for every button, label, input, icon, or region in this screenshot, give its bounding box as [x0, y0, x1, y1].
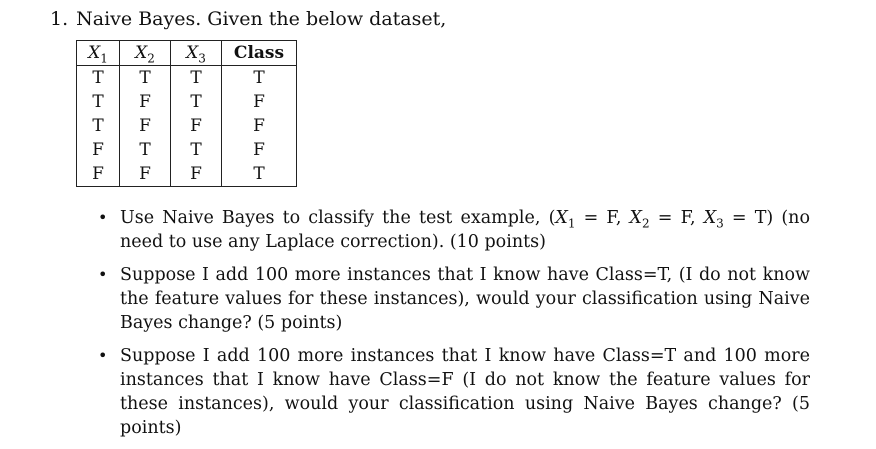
question-number: 1.	[50, 8, 69, 30]
table-cell: F	[171, 114, 222, 138]
list-item: • Suppose I add 100 more instances that I know have Class=T and 100 more instances that I know have Class=F (I do not know the feature values for these instances), would your classification using Naive Bayes change? (5 points)	[98, 346, 810, 438]
header-x2: $X_2$	[120, 41, 171, 66]
bullet-icon: •	[98, 346, 108, 365]
table-cell: T	[171, 138, 222, 162]
test-example: $X_1 = F$, $X_2 = F$, $X_3 = T$	[555, 208, 767, 231]
table-row	[77, 66, 297, 91]
table-cell: F	[171, 162, 222, 187]
table-row	[77, 90, 297, 114]
bullet-icon: •	[98, 265, 108, 284]
bullet-icon: •	[98, 208, 108, 227]
table-cell: T	[120, 66, 171, 91]
table-cell: F	[120, 90, 171, 114]
table-cell: T	[77, 114, 120, 138]
table-row	[77, 114, 297, 138]
list-item: • Use Naive Bayes to classify the test example, ($X_1 = F$, $X_2 = F$, $X_3 = T$) (no need to use any Laplace correction). (10 points)	[98, 208, 810, 252]
table-cell: T	[77, 66, 120, 91]
question-title: Naive Bayes. Given the below dataset,	[76, 8, 447, 30]
table-cell: T	[120, 138, 171, 162]
table-cell: T	[222, 162, 297, 187]
header-class: Class	[222, 41, 297, 66]
question-heading	[50, 6, 446, 32]
table-cell: F	[222, 114, 297, 138]
table-header-row	[77, 41, 297, 66]
dataset-table	[76, 40, 297, 187]
header-x1: $X_1$	[77, 41, 120, 66]
table-cell: T	[77, 90, 120, 114]
header-x3: $X_3$	[171, 41, 222, 66]
table-cell: F	[120, 162, 171, 187]
table-cell: F	[222, 138, 297, 162]
table-row	[77, 138, 297, 162]
table-cell: F	[77, 138, 120, 162]
table-cell: T	[171, 66, 222, 91]
list-item: • Suppose I add 100 more instances that I know have Class=T, (I do not know the feature values for these instances), would your classification using Naive Bayes change? (5 points)	[98, 265, 810, 333]
table-cell: T	[171, 90, 222, 114]
table-cell: T	[222, 66, 297, 91]
table-row	[77, 162, 297, 187]
table-cell: F	[222, 90, 297, 114]
table-cell: F	[120, 114, 171, 138]
question-list	[98, 206, 810, 449]
table-cell: F	[77, 162, 120, 187]
